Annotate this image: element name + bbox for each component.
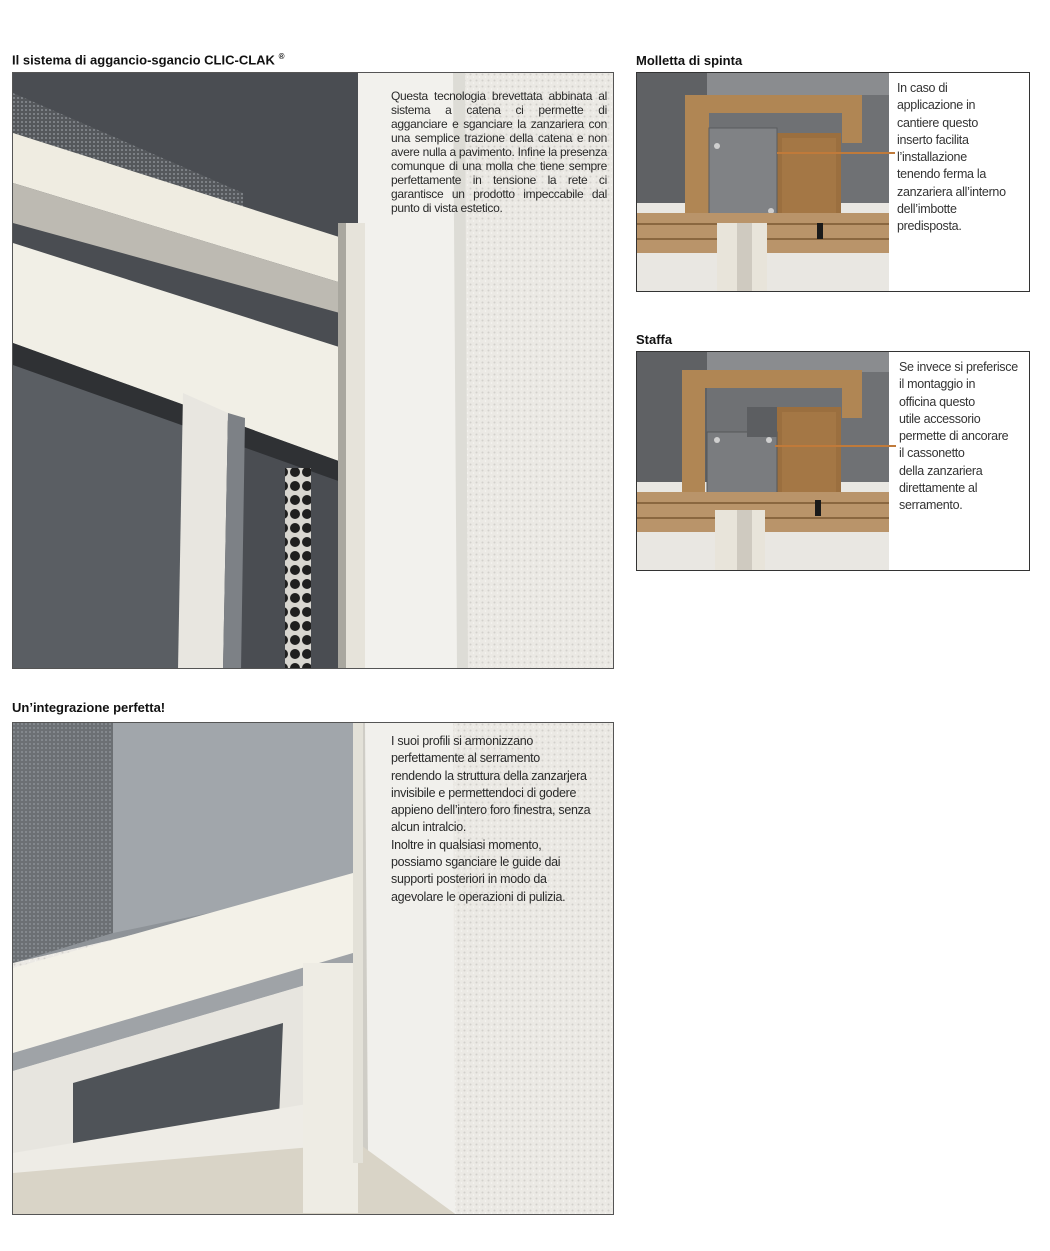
section3-title: Staffa	[636, 332, 673, 347]
integrazione-line: invisibile e permettendoci di godere	[391, 785, 577, 800]
clic-clak-description: Questa tecnologia brevettata abbinata al sistema a catena ci permette di agganciare e sganciare la zanzariera con una semplice trazione della catena e non avere nulla a pavimento. Infine la presenza comunque di una molla che tiene sempre perfettamente in tensione la rete ci garantisce un prodotto impeccabile dal punto di vista estetico.	[391, 89, 607, 215]
staffa-panel	[636, 351, 1030, 571]
clic-clak-photo	[12, 72, 614, 669]
molletta-line: zanzariera all’interno	[897, 184, 1006, 199]
integrazione-line: rendendo la struttura della zanzarjera	[391, 768, 587, 783]
integrazione-description	[391, 733, 613, 906]
molletta-line: dell’imbotte	[897, 202, 957, 217]
staffa-diagram	[637, 352, 889, 570]
molletta-callout-line	[777, 152, 895, 154]
staffa-line: Se invece si preferisce	[899, 360, 1018, 374]
staffa-description	[899, 359, 1030, 515]
staffa-line: della zanzariera	[899, 463, 983, 478]
molletta-line: applicazione in	[897, 98, 976, 113]
section4-title: Un’integrazione perfetta!	[12, 700, 166, 715]
staffa-line: direttamente al	[899, 481, 978, 496]
integrazione-line: supporti posteriori in modo da	[391, 872, 547, 887]
section2-title: Molletta di spinta	[636, 53, 743, 68]
integrazione-photo	[12, 722, 614, 1215]
staffa-line: serramento.	[899, 498, 963, 513]
integrazione-line: I suoi profili si armonizzano	[391, 734, 534, 748]
integrazione-line: perfettamente al serramento	[391, 751, 540, 766]
molletta-line: tenendo ferma la	[897, 167, 987, 182]
integrazione-line: Inoltre in qualsiasi momento,	[391, 837, 542, 852]
staffa-line: il cassonetto	[899, 446, 965, 461]
integrazione-line: agevolare le operazioni di pulizia.	[391, 889, 566, 904]
molletta-panel	[636, 72, 1030, 292]
molletta-diagram	[637, 73, 889, 291]
staffa-line: permette di ancorare	[899, 429, 1009, 444]
integrazione-line: possiamo sganciare le guide dai	[391, 855, 561, 870]
molletta-line: predisposta.	[897, 219, 962, 234]
integrazione-line: appieno dell’intero foro finestra, senza	[391, 803, 591, 818]
registered-mark: ®	[278, 52, 285, 61]
staffa-callout-line	[775, 445, 896, 447]
staffa-line: utile accessorio	[899, 411, 981, 426]
integrazione-line: alcun intralcio.	[391, 820, 467, 835]
molletta-line: cantiere questo	[897, 115, 978, 130]
section1-title: Il sistema di aggancio-sgancio CLIC-CLAK ®	[12, 52, 285, 68]
molletta-line: l’installazione	[897, 150, 967, 165]
molletta-line: In caso di	[897, 81, 948, 95]
molletta-description	[897, 80, 1029, 236]
staffa-line: officina questo	[899, 394, 975, 409]
staffa-line: il montaggio in	[899, 377, 976, 392]
molletta-line: inserto facilita	[897, 132, 969, 147]
